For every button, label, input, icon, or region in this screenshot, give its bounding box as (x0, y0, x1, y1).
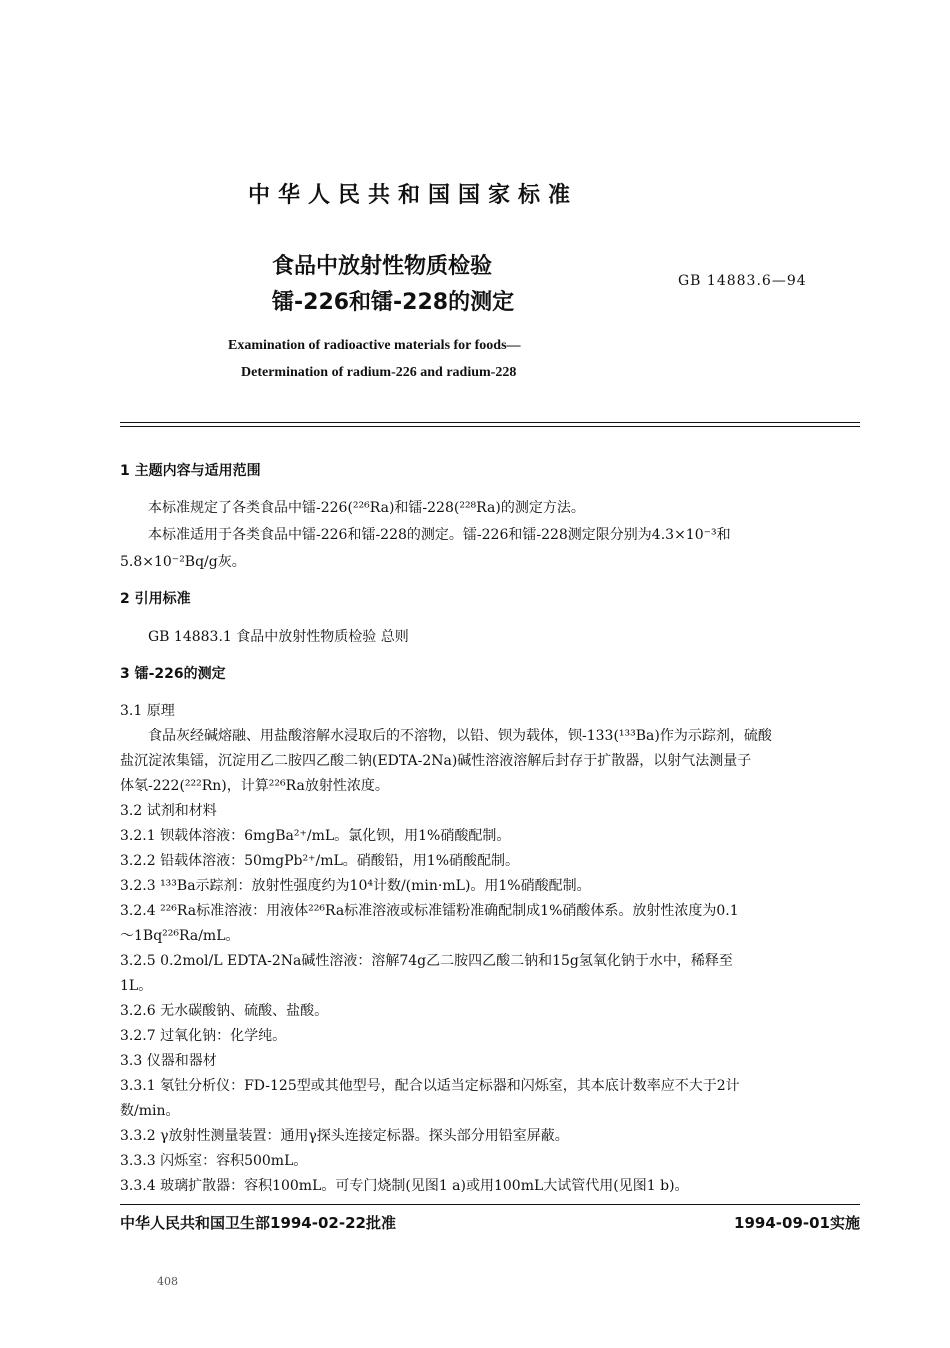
section-3-3-heading: 3.3 仪器和器材 (120, 1053, 217, 1069)
section-3-1-heading: 3.1 原理 (120, 703, 175, 719)
section-3-2-5b: 1L。 (120, 978, 153, 994)
section-1-para-2a: 本标准适用于各类食品中镭-226和镭-228的测定。镭-226和镭-228测定限分别为4.3×10⁻³和 (148, 527, 731, 543)
english-title-line1: Examination of radioactive materials for foods— (228, 338, 521, 353)
section-3-2-3: 3.2.3 ¹³³Ba示踪剂：放射性强度约为10⁴计数/(min·mL)。用1%硝酸配制。 (120, 878, 591, 894)
section-3-2-7: 3.2.7 过氧化钠：化学纯。 (120, 1028, 287, 1044)
section-2-para-1: GB 14883.1 食品中放射性物质检验 总则 (148, 629, 409, 645)
national-standard-heading: 中华人民共和国国家标准 (248, 183, 579, 208)
section-3-heading: 3 镭-226的测定 (120, 666, 226, 682)
section-3-3-1a: 3.3.1 氡钍分析仪：FD-125型或其他型号，配合以适当定标器和闪烁室，其本底计数率应不大于2计 (120, 1078, 740, 1094)
section-3-3-2: 3.3.2 γ放射性测量装置：通用γ探头连接定标器。探头部分用铅室屏蔽。 (120, 1128, 569, 1144)
section-3-2-6: 3.2.6 无水碳酸钠、硫酸、盐酸。 (120, 1003, 329, 1019)
section-3-1-line-c: 体氡-222(²²²Rn)，计算²²⁶Ra放射性浓度。 (120, 778, 389, 794)
section-3-1-line-b: 盐沉淀浓集镭，沉淀用乙二胺四乙酸二钠(EDTA-2Na)碱性溶液溶解后封存于扩散器，以射气法测量子 (120, 753, 752, 769)
top-rule-second (120, 426, 860, 427)
document-title-line2: 镭-226和镭-228的测定 (272, 290, 515, 315)
section-1-heading: 1 主题内容与适用范围 (120, 463, 261, 479)
bottom-rule (120, 1204, 860, 1205)
section-3-2-1: 3.2.1 钡载体溶液：6mgBa²⁺/mL。氯化钡，用1%硝酸配制。 (120, 828, 511, 844)
section-2-heading: 2 引用标准 (120, 591, 191, 607)
standard-code: GB 14883.6—94 (678, 273, 807, 289)
document-title-line1: 食品中放射性物质检验 (272, 254, 493, 279)
section-3-1-line-a: 食品灰经碱熔融、用盐酸溶解水浸取后的不溶物，以铅、钡为载体，钡-133(¹³³Ba)作为示踪剂，硫酸 (148, 728, 772, 744)
section-3-2-4b: ～1Bq²²⁶Ra/mL。 (120, 928, 240, 944)
section-3-2-2: 3.2.2 铅载体溶液：50mgPb²⁺/mL。硝酸铅，用1%硝酸配制。 (120, 853, 520, 869)
section-3-2-heading: 3.2 试剂和材料 (120, 803, 217, 819)
section-3-2-5a: 3.2.5 0.2mol/L EDTA-2Na碱性溶液：溶解74g乙二胺四乙酸二钠和15g氢氧化钠于水中，稀释至 (120, 953, 733, 969)
implementation-date: 1994-09-01实施 (734, 1214, 860, 1232)
english-title-line2: Determination of radium-226 and radium-228 (241, 365, 517, 380)
section-1-para-2b: 5.8×10⁻²Bq/g灰。 (120, 554, 246, 570)
page-number: 408 (157, 1275, 178, 1288)
approval-date: 中华人民共和国卫生部1994-02-22批准 (120, 1214, 396, 1232)
section-3-3-1b: 数/min。 (120, 1103, 180, 1119)
section-3-3-4: 3.3.4 玻璃扩散器：容积100mL。可专门烧制(见图1 a)或用100mL大试管代用(见图1 b)。 (120, 1178, 689, 1194)
section-3-3-3: 3.3.3 闪烁室：容积500mL。 (120, 1153, 308, 1169)
section-1-para-1: 本标准规定了各类食品中镭-226(²²⁶Ra)和镭-228(²²⁸Ra)的测定方法。 (148, 500, 585, 516)
section-3-2-4a: 3.2.4 ²²⁶Ra标准溶液：用液体²²⁶Ra标准溶液或标准镭粉准确配制成1%硝酸体系。放射性浓度为0.1 (120, 903, 739, 919)
top-rule (120, 422, 860, 423)
